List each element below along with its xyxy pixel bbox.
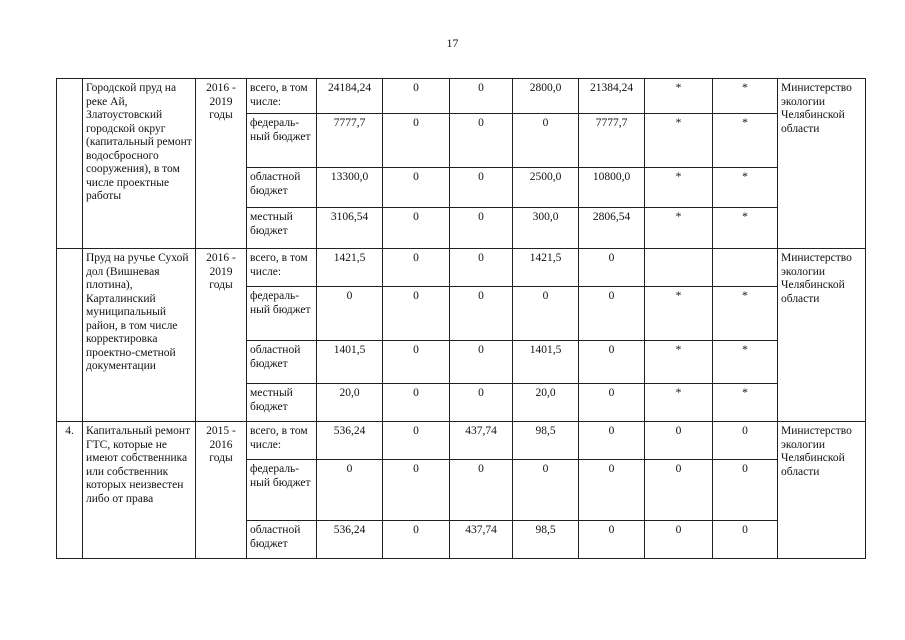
value-cell: * [645, 287, 713, 341]
value-cell: 0 [579, 287, 645, 341]
value-cell: 0 [645, 521, 713, 559]
value-cell: 7777,7 [579, 114, 645, 168]
value-cell: 0 [450, 460, 513, 521]
value-cell: 0 [383, 114, 450, 168]
value-cell: 0 [383, 422, 450, 460]
value-cell: 0 [579, 521, 645, 559]
value-cell: 1421,5 [513, 249, 579, 287]
value-cell: 0 [645, 422, 713, 460]
value-cell: 2800,0 [513, 79, 579, 114]
value-cell: * [713, 287, 778, 341]
value-cell: 0 [450, 208, 513, 249]
value-cell: 1401,5 [317, 341, 383, 384]
value-cell: 0 [450, 384, 513, 422]
value-cell: 437,74 [450, 422, 513, 460]
value-cell: 0 [713, 460, 778, 521]
value-cell: * [645, 168, 713, 208]
object-name: Капитальный ремонт ГТС, которые не имеют собственника или собственник которых неизвестен либо от права [83, 422, 196, 559]
period: 2016 - 2019 годы [196, 79, 247, 249]
value-cell: 0 [513, 114, 579, 168]
value-cell: 0 [579, 460, 645, 521]
object-name: Городской пруд на реке Ай, Златоустовский городской округ (капитальный ремонт водосбросного сооружения), в том числе проектные работы [83, 79, 196, 249]
value-cell: 24184,24 [317, 79, 383, 114]
value-cell: * [645, 208, 713, 249]
value-cell: 0 [645, 460, 713, 521]
source-total: всего, в том числе: [247, 79, 317, 114]
value-cell: 536,24 [317, 422, 383, 460]
object-name: Пруд на ручье Сухой дол (Вишневая плотина), Карталинский муниципальный район, в том числе корректировка проектно-сметной документации [83, 249, 196, 422]
value-cell: 0 [450, 341, 513, 384]
value-cell: * [645, 79, 713, 114]
value-cell: 437,74 [450, 521, 513, 559]
value-cell: * [713, 341, 778, 384]
value-cell: * [713, 208, 778, 249]
period: 2015 - 2016 годы [196, 422, 247, 559]
value-cell: 1421,5 [317, 249, 383, 287]
value-cell [645, 249, 713, 287]
value-cell: 98,5 [513, 521, 579, 559]
value-cell: 0 [450, 168, 513, 208]
item-number: 4. [57, 422, 83, 559]
value-cell: 0 [383, 208, 450, 249]
table-row [57, 79, 866, 114]
item-number [57, 79, 83, 249]
value-cell: 0 [383, 521, 450, 559]
value-cell: 0 [383, 249, 450, 287]
value-cell: * [645, 114, 713, 168]
item-number [57, 249, 83, 422]
value-cell: 0 [450, 79, 513, 114]
value-cell: 0 [383, 384, 450, 422]
value-cell: 21384,24 [579, 79, 645, 114]
value-cell: 0 [317, 287, 383, 341]
value-cell: 0 [713, 521, 778, 559]
source-local: местный бюджет [247, 208, 317, 249]
value-cell: 10800,0 [579, 168, 645, 208]
responsible-org: Министерство экологии Челябинской области [778, 249, 866, 422]
table-row [57, 422, 866, 460]
value-cell: 0 [383, 341, 450, 384]
source-total: всего, в том числе: [247, 422, 317, 460]
value-cell: 300,0 [513, 208, 579, 249]
source-federal: федераль-ный бюджет [247, 114, 317, 168]
value-cell: 0 [450, 287, 513, 341]
value-cell: 2806,54 [579, 208, 645, 249]
value-cell: * [713, 384, 778, 422]
value-cell: 0 [450, 249, 513, 287]
value-cell: * [713, 79, 778, 114]
value-cell: 98,5 [513, 422, 579, 460]
value-cell: 1401,5 [513, 341, 579, 384]
program-table [56, 78, 866, 559]
value-cell: 0 [383, 460, 450, 521]
value-cell: 3106,54 [317, 208, 383, 249]
value-cell: 2500,0 [513, 168, 579, 208]
source-total: всего, в том числе: [247, 249, 317, 287]
value-cell: 20,0 [513, 384, 579, 422]
value-cell: 0 [513, 287, 579, 341]
source-federal: федераль-ный бюджет [247, 460, 317, 521]
value-cell: * [713, 114, 778, 168]
value-cell: 0 [383, 79, 450, 114]
table-row [57, 249, 866, 287]
value-cell: 13300,0 [317, 168, 383, 208]
value-cell: * [713, 168, 778, 208]
responsible-org: Министерство экологии Челябинской области [778, 79, 866, 249]
value-cell: 0 [713, 422, 778, 460]
value-cell: 7777,7 [317, 114, 383, 168]
value-cell: * [645, 384, 713, 422]
value-cell: 536,24 [317, 521, 383, 559]
period: 2016 - 2019 годы [196, 249, 247, 422]
source-regional: областной бюджет [247, 521, 317, 559]
value-cell: 0 [579, 341, 645, 384]
value-cell: 0 [383, 287, 450, 341]
value-cell: 0 [579, 422, 645, 460]
value-cell: 0 [579, 384, 645, 422]
value-cell: 0 [383, 168, 450, 208]
value-cell: 0 [317, 460, 383, 521]
source-federal: федераль-ный бюджет [247, 287, 317, 341]
value-cell: 0 [579, 249, 645, 287]
value-cell: * [645, 341, 713, 384]
source-regional: областной бюджет [247, 168, 317, 208]
responsible-org: Министерство экологии Челябинской области [778, 422, 866, 559]
value-cell: 20,0 [317, 384, 383, 422]
source-local: местный бюджет [247, 384, 317, 422]
value-cell [713, 249, 778, 287]
value-cell: 0 [513, 460, 579, 521]
source-regional: областной бюджет [247, 341, 317, 384]
value-cell: 0 [450, 114, 513, 168]
page-number: 17 [446, 36, 459, 50]
